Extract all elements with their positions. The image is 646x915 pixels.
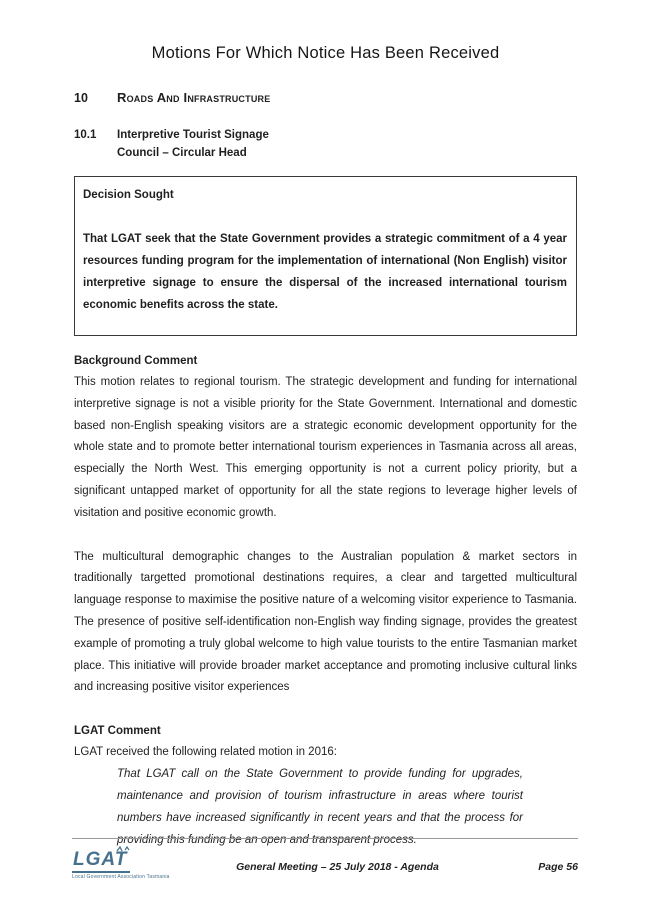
- footer-meeting-label: General Meeting – 25 July 2018 - Agenda: [236, 861, 439, 873]
- lgat-motion-quote: That LGAT call on the State Government to provide funding for upgrades, maintenance and provision of tourism infrastructure in areas where tourist numbers have increased significantly in recent years and that the process for providing this funding be an open and transparent process.: [117, 768, 523, 847]
- lgat-logo-mark: [72, 849, 130, 873]
- subsection-heading: [74, 126, 577, 162]
- subsection-title: Interpretive Tourist Signage: [117, 129, 269, 141]
- footer-logo-area: [72, 849, 187, 883]
- lgat-logo-text: LGAT: [73, 849, 128, 870]
- lgat-logo: [72, 849, 170, 880]
- bird-marks-icon: [116, 845, 132, 853]
- section-heading: [74, 90, 577, 105]
- subsection-number: 10.1: [74, 129, 97, 141]
- lgat-comment-heading: LGAT Comment: [74, 725, 161, 738]
- subsection-titles: [117, 126, 269, 162]
- lgat-comment-intro: LGAT received the following related motion in 2016:: [74, 746, 337, 759]
- footer-page-number: Page 56: [538, 861, 578, 873]
- lgat-comment-section: [74, 721, 577, 851]
- section-number: 10: [74, 91, 88, 105]
- decision-heading: Decision Sought: [83, 189, 174, 201]
- section-title: Roads And Infrastructure: [117, 90, 271, 105]
- background-comment-section: [74, 351, 577, 699]
- background-paragraph-1: This motion relates to regional tourism. The strategic development and funding for international interpretive signage is not a visible priority for the State Government. International and domestic based non-English speaking visitors are a strategic economic development opportunity for the whole state and to promote better international tourism experiences in Tasmania across all areas, especially the North West. This emerging opportunity is not a current policy priority, but a significant untapped market of opportunity for all the state regions to leverage higher levels of visitation and positive economic growth.: [74, 376, 577, 519]
- background-heading: Background Comment: [74, 355, 198, 367]
- subsection-subtitle: Council – Circular Head: [117, 147, 247, 159]
- lgat-logo-caption: Local Government Association Tasmania: [72, 874, 170, 880]
- page-footer: [72, 838, 578, 883]
- page-title: Motions For Which Notice Has Been Received: [151, 44, 500, 62]
- decision-body: That LGAT seek that the State Government provides a strategic commitment of a 4 year resources funding program for the implementation of international (Non English) visitor interpretive signage to ensure the dispersal of the increased international tourism economic benefits across the state.: [83, 233, 567, 311]
- footer-row: [72, 849, 578, 883]
- decision-sought-box: [74, 176, 577, 336]
- background-paragraph-2: The multicultural demographic changes to the Australian population & market sectors in traditionally targetted promotional destinations requires, a clear and targetted multicultural language response to maximise the positive nature of a welcoming visitor experience to Tasmania. The presence of positive self-identification non-English way finding signage, provides the greatest example of promoting a truly global welcome to high value tourists to the entire Tasmanian market place. This initiative will provide broader market acceptance and promoting inclusive cultural links and increasing positive visitor experiences: [74, 550, 577, 694]
